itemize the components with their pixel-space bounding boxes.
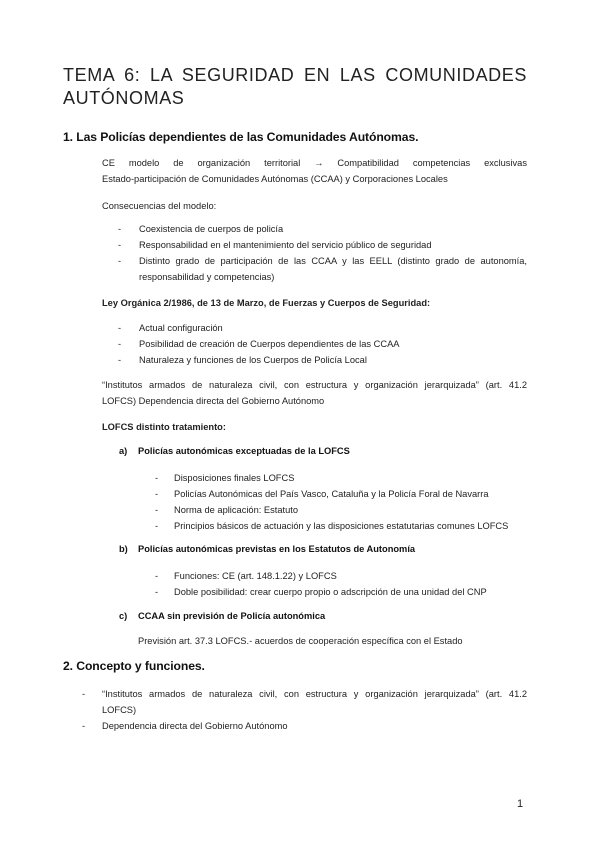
- list-item: - Naturaleza y funciones de los Cuerpos de Policía Local: [102, 352, 527, 368]
- lofcs-label: LOFCS distinto tratamiento:: [102, 422, 226, 432]
- dash-bullet: -: [155, 521, 159, 531]
- section-2-heading: 2. Concepto y funciones.: [63, 659, 205, 673]
- subsection-letter: a): [119, 446, 128, 456]
- page-title-line1: TEMA 6: LA SEGURIDAD EN LAS COMUNIDADES: [63, 65, 527, 85]
- dash-bullet: -: [155, 505, 159, 515]
- list-item: - Policías Autonómicas del País Vasco, Cataluña y la Policía Foral de Navarra: [155, 486, 535, 502]
- quote-line-2: LOFCS) Dependencia directa del Gobierno Autónomo: [102, 396, 325, 406]
- dash-bullet: -: [118, 256, 122, 266]
- law-label: Ley Orgánica 2/1986, de 13 de Marzo, de Fuerzas y Cuerpos de Seguridad:: [102, 298, 431, 308]
- list-item: - Posibilidad de creación de Cuerpos dependientes de las CCAA: [102, 336, 527, 352]
- subsection-a-heading: a) Policías autonómicas exceptuadas de la LOFCS: [119, 446, 350, 456]
- dash-bullet: -: [155, 473, 159, 483]
- list-item: - Coexistencia de cuerpos de policía: [102, 221, 527, 237]
- list-item: - Doble posibilidad: crear cuerpo propio o adscripción de una unidad del CNP: [155, 584, 535, 600]
- quote-paragraph: [102, 377, 527, 409]
- dash-bullet: -: [155, 571, 159, 581]
- list-item: - Principios básicos de actuación y las disposiciones estatutarias comunes LOFCS: [155, 518, 535, 534]
- list-item: - Distinto grado de participación de las CCAA y las EELL (distinto grado de autonomía, responsabilidad y competencias): [102, 253, 527, 285]
- subsection-c-text: Previsión art. 37.3 LOFCS.- acuerdos de cooperación específica con el Estado: [138, 636, 463, 646]
- page-title: [63, 64, 527, 110]
- list-item: - Disposiciones finales LOFCS: [155, 470, 535, 486]
- dash-bullet: -: [155, 489, 159, 499]
- list-item: - “Institutos armados de naturaleza civil, con estructura y organización jerarquizada” (art. 41.2 LOFCS): [63, 686, 527, 718]
- page-number: 1: [517, 798, 524, 810]
- dash-bullet: -: [118, 240, 122, 250]
- intro-line-2: Estado-participación de Comunidades Autónomas (CCAA) y Corporaciones Locales: [102, 174, 448, 184]
- list-item: - Funciones: CE (art. 148.1.22) y LOFCS: [155, 568, 535, 584]
- list-item: - Dependencia directa del Gobierno Autónomo: [63, 718, 527, 734]
- intro-line-1: CE modelo de organización territorial → Compatibilidad competencias exclusivas: [102, 158, 527, 168]
- list-item: - Responsabilidad en el mantenimiento del servicio público de seguridad: [102, 237, 527, 253]
- subsection-letter: b): [119, 544, 128, 554]
- subsection-a-list: [155, 470, 535, 534]
- subsection-c-heading: c) CCAA sin previsión de Policía autonómica: [119, 611, 326, 621]
- dash-bullet: -: [118, 323, 122, 333]
- list-item: - Norma de aplicación: Estatuto: [155, 502, 535, 518]
- subsection-b-heading: b) Policías autonómicas previstas en los Estatutos de Autonomía: [119, 544, 416, 554]
- subsection-letter: c): [119, 611, 128, 621]
- consequences-label: Consecuencias del modelo:: [102, 201, 217, 211]
- law-items-list: [102, 320, 527, 368]
- dash-bullet: -: [82, 689, 86, 699]
- dash-bullet: -: [155, 587, 159, 597]
- subsection-b-list: [155, 568, 535, 600]
- dash-bullet: -: [118, 339, 122, 349]
- section-1-heading: 1. Las Policías dependientes de las Comunidades Autónomas.: [63, 130, 419, 144]
- dash-bullet: -: [118, 355, 122, 365]
- dash-bullet: -: [82, 721, 86, 731]
- quote-line-1: “Institutos armados de naturaleza civil, con estructura y organización jerarquizada” (art. 41.2: [102, 380, 527, 390]
- page-title-line2: AUTÓNOMAS: [63, 88, 185, 108]
- consequences-list: [102, 221, 527, 285]
- section-2-list: [63, 686, 527, 734]
- list-item: - Actual configuración: [102, 320, 527, 336]
- dash-bullet: -: [118, 224, 122, 234]
- section-1-intro: [102, 155, 527, 187]
